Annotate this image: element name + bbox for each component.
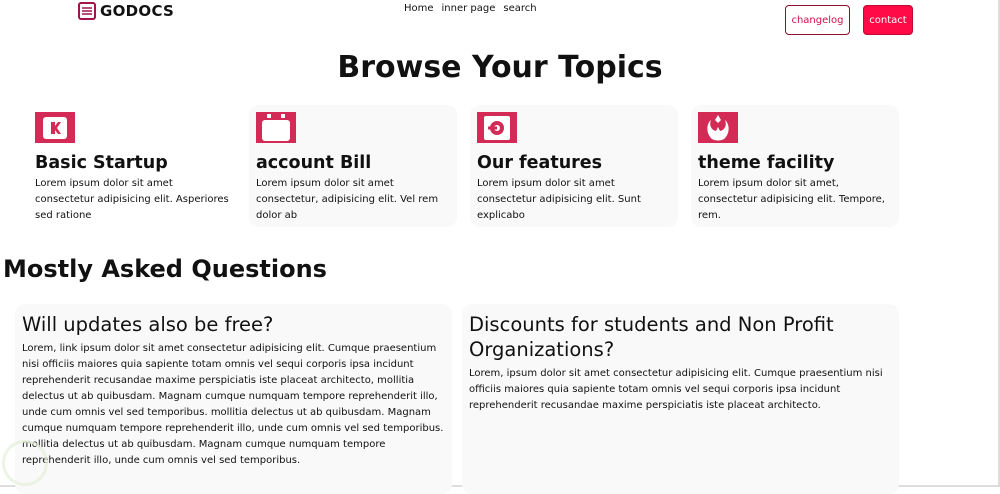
faq-card	[15, 304, 452, 494]
topic-title: account Bill	[256, 153, 372, 173]
rebel-icon	[698, 112, 738, 143]
logo-text: GODOCS	[100, 2, 175, 20]
nav-search[interactable]: search	[503, 3, 537, 14]
page-title: Browse Your Topics	[337, 50, 663, 85]
topic-title: Basic Startup	[35, 153, 168, 173]
faq-answer: Lorem, ipsum dolor sit amet consectetur adipisicing elit. Cumque praesentium nisi officiis maiores quia sapiente totam omnis vel sequi corporis ipsa incidunt reprehenderit recusandae maxime perspiciatis iste placeat architecto.	[469, 368, 883, 411]
changelog-button[interactable]: changelog	[785, 5, 850, 35]
uber-icon	[477, 112, 517, 143]
topic-title: theme facility	[698, 153, 835, 173]
faq-answer: Lorem, link ipsum dolor sit amet consectetur adipisicing elit. Cumque praesentium nisi officiis maiores quia sapiente totam omnis vel sequi corporis ipsa incidunt reprehenderit recusandae maxime perspiciatis iste placeat architecto, mollitia delectus ut ab quibusdam. Magnam cumque numquam tempore reprehenderit illo, unde cum omnis vel sed temporibus. mollitia delectus ut ab quibusdam. Magnam cumque numquam tempore reprehenderit illo, unde cum omnis vel sed temporibus. mollitia delectus ut ab quibusdam. Magnam cumque numquam tempore reprehenderit illo, unde cum omnis vel sed temporibus.	[22, 343, 444, 466]
topic-card[interactable]	[249, 105, 457, 227]
document-icon	[78, 2, 96, 20]
nav-home[interactable]: Home	[404, 3, 434, 14]
nav-inner-page[interactable]: inner page	[441, 3, 496, 14]
topic-text: Lorem ipsum dolor sit amet consectetur, adipisicing elit. Vel rem dolor ab	[256, 178, 439, 221]
topic-text: Lorem ipsum dolor sit amet consectetur adipisicing elit. Sunt explicabo	[477, 178, 641, 221]
faq-heading: Mostly Asked Questions	[3, 255, 327, 283]
calendar-icon	[256, 112, 296, 143]
topic-card[interactable]	[470, 105, 678, 227]
topic-card[interactable]	[691, 105, 899, 227]
faq-question: Discounts for students and Non Profit Organizations?	[469, 313, 834, 361]
logo[interactable]	[78, 2, 174, 20]
main-nav	[404, 3, 537, 14]
topic-text: Lorem ipsum dolor sit amet, consectetur adipisicing elit. Tempore, rem.	[698, 178, 885, 221]
topic-card[interactable]	[28, 105, 236, 227]
topic-text: Lorem ipsum dolor sit amet consectetur adipisicing elit. Asperiores sed ratione	[35, 178, 229, 221]
kickstarter-icon	[35, 112, 75, 143]
topic-title: Our features	[477, 153, 603, 173]
faq-card	[462, 304, 899, 494]
faq-question: Will updates also be free?	[22, 313, 274, 336]
watermark-logo	[2, 440, 48, 486]
contact-button[interactable]: contact	[863, 5, 913, 35]
